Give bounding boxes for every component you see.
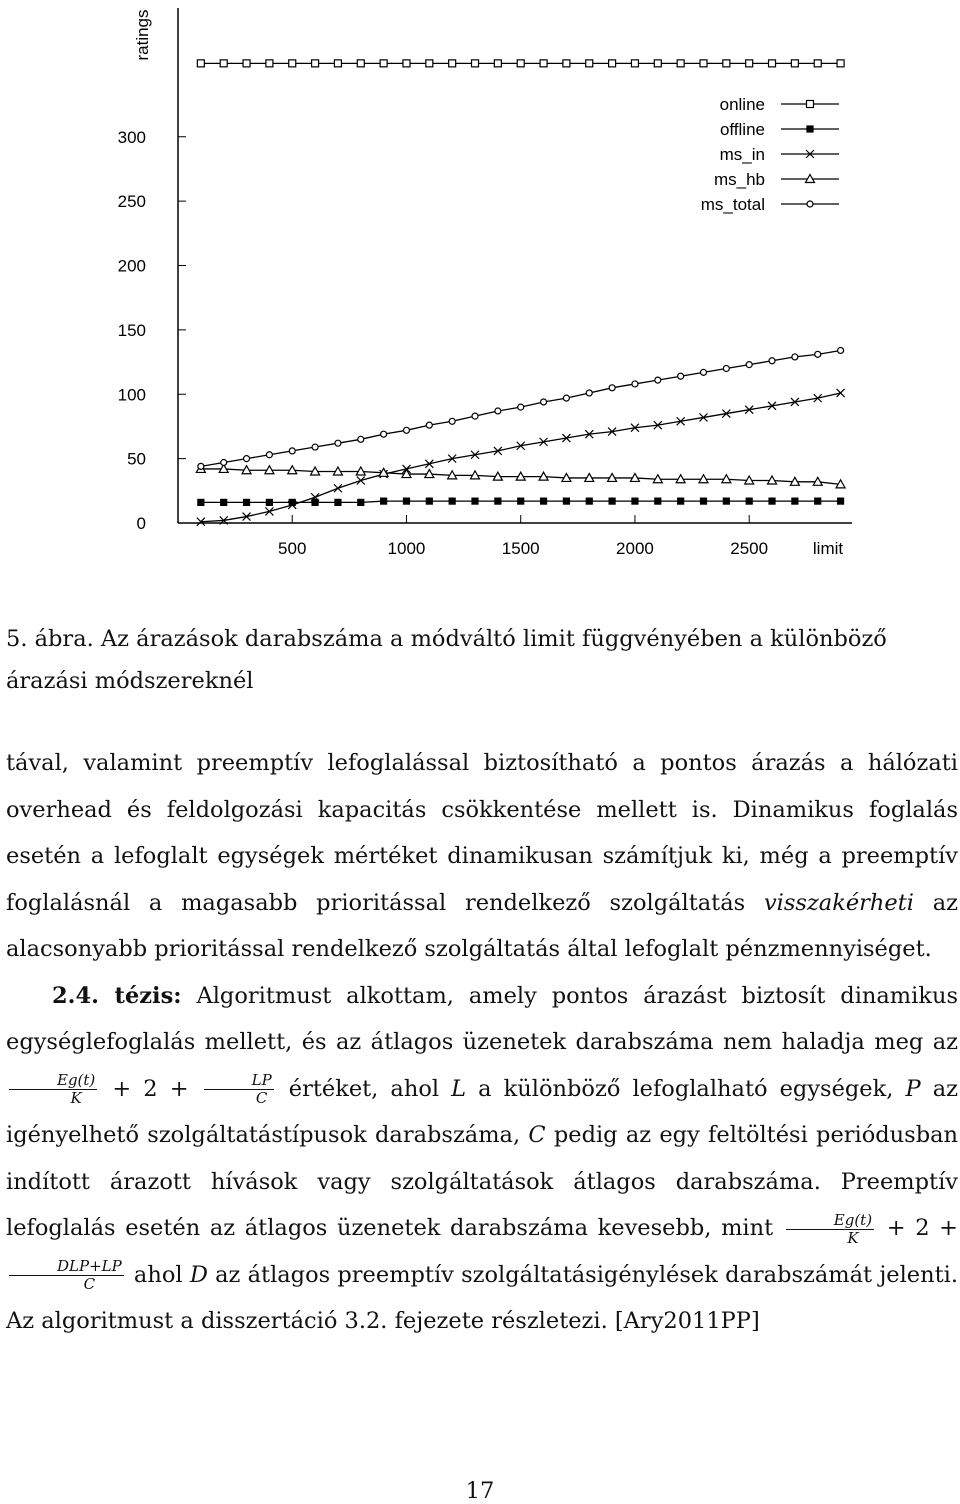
legend-entry (701, 195, 839, 214)
thesis-text-d: az igényelhető szolgáltatástípusok darabszáma, (6, 1075, 958, 1148)
data-point-circle (221, 459, 227, 465)
data-point-circle (495, 408, 501, 414)
data-point-circle (312, 444, 318, 450)
data-point-filled-square (792, 498, 798, 504)
data-point-circle (792, 354, 798, 360)
legend-label: ms_total (700, 195, 765, 214)
paragraph-1-text: tával, valamint preemptív lefoglalással biztosítható a pontos árazás a hálózati overhead és feldolgozási kapacitás csökkentése mellett is. Dinamikus foglalás esetén a lefoglalt egységek mértéket dinamikusan számítjuk ki, még a preemptív foglalásnál a magasabb prioritással rendelkező szolgáltatás (6, 750, 958, 916)
data-point-square (312, 60, 319, 67)
data-point-square (449, 60, 456, 67)
data-point-filled-square (426, 498, 432, 504)
data-point-circle (518, 404, 524, 410)
data-point-circle (807, 201, 813, 207)
data-point-circle (541, 399, 547, 405)
thesis-text-a: Algoritmust alkottam, amely pontos árazást biztosít dinamikus egységlefoglalás mellett, és az átlagos üzenetek darabszáma nem haladja meg az (6, 982, 958, 1055)
data-point-square (494, 60, 501, 67)
legend-entry (720, 95, 839, 114)
x-axis-label: limit (812, 539, 844, 558)
data-point-square (220, 60, 227, 67)
data-point-circle (358, 436, 364, 442)
data-point-circle (655, 377, 661, 383)
data-point-filled-square (358, 499, 364, 505)
data-point-square (540, 60, 547, 67)
legend (701, 95, 839, 214)
data-point-square (837, 60, 844, 67)
y-axis-label: ratings (133, 9, 152, 61)
x-tick-label: 2500 (730, 539, 769, 558)
data-point-circle (335, 440, 341, 446)
data-point-circle (244, 456, 250, 462)
data-point-square (677, 60, 684, 67)
data-point-square (472, 60, 479, 67)
data-point-square (334, 60, 341, 67)
data-point-filled-square (678, 498, 684, 504)
data-point-circle (838, 347, 844, 353)
data-point-square (609, 60, 616, 67)
data-point-filled-square (495, 498, 501, 504)
x-tick-label: 1500 (501, 539, 540, 558)
variable-c: C (528, 1122, 546, 1148)
data-point-filled-square (335, 499, 341, 505)
data-point-circle (563, 395, 569, 401)
data-point-square (357, 60, 364, 67)
formula-fraction-4 (9, 1258, 124, 1293)
data-point-square (723, 60, 730, 67)
data-point-square (631, 60, 638, 67)
data-point-filled-square (312, 499, 318, 505)
data-point-filled-square (586, 498, 592, 504)
thesis-text-g: az átlagos preemptív szolgáltatásigénylések darabszámát jelenti. Az algoritmust a disszertáció 3.2. fejezete részletezi. [Ary2011PP] (6, 1261, 958, 1334)
data-point-filled-square (723, 498, 729, 504)
data-point-filled-square (838, 498, 844, 504)
data-point-square (746, 60, 753, 67)
legend-entry (720, 120, 839, 139)
data-point-x (334, 484, 342, 492)
data-point-circle (289, 448, 295, 454)
formula-operator: + 2 + (100, 1075, 201, 1102)
y-tick-label: 200 (117, 256, 146, 276)
data-point-circle (700, 369, 706, 375)
figure-caption: 5. ábra. Az árazások darabszáma a módváltó limit függvényében a különböző árazási módszereknél (6, 626, 887, 694)
data-point-circle (381, 431, 387, 437)
data-point-filled-square (518, 498, 524, 504)
paragraph-1-end: az alacsonyabb prioritással rendelkező szolgáltatás által lefoglalt pénzmennyiséget. (6, 889, 959, 962)
page-number: 17 (465, 1478, 495, 1504)
data-point-filled-square (632, 498, 638, 504)
data-point-filled-square (807, 126, 813, 132)
legend-label: offline (719, 120, 765, 139)
data-point-x (357, 477, 365, 485)
fraction-numerator: Eg(t) (786, 1212, 874, 1230)
data-point-filled-square (563, 498, 569, 504)
formula-fraction-1 (9, 1072, 97, 1107)
thesis-text-b: értéket, ahol (276, 1075, 452, 1102)
data-point-filled-square (221, 499, 227, 505)
x-tick-label: 2000 (616, 539, 654, 558)
thesis-paragraph (6, 973, 958, 1345)
y-tick-label: 50 (127, 449, 146, 469)
data-point-square (586, 60, 593, 67)
data-point-circle (403, 427, 409, 433)
legend-label: ms_hb (713, 170, 765, 189)
data-point-filled-square (609, 498, 615, 504)
data-point-square (289, 60, 296, 67)
italic-term: visszakérheti (763, 889, 914, 916)
data-point-circle (426, 422, 432, 428)
formula-operator: + 2 + (877, 1215, 959, 1241)
data-point-circle (632, 381, 638, 387)
data-point-filled-square (403, 498, 409, 504)
y-tick-label: 0 (136, 514, 146, 533)
data-point-filled-square (815, 498, 821, 504)
x-tick-label: 500 (278, 539, 307, 558)
data-point-circle (266, 452, 272, 458)
data-point-square (700, 60, 707, 67)
data-point-filled-square (198, 499, 204, 505)
ratings-line-chart (0, 0, 960, 600)
data-point-circle (678, 373, 684, 379)
data-point-filled-square (769, 498, 775, 504)
formula-fraction-2 (204, 1072, 274, 1107)
variable-l: L (451, 1075, 467, 1102)
data-point-circle (609, 385, 615, 391)
data-point-square (266, 60, 273, 67)
data-point-square (654, 60, 661, 67)
data-point-square (426, 60, 433, 67)
data-point-square (197, 60, 204, 67)
fraction-denominator: K (70, 1089, 82, 1107)
data-point-square (380, 60, 387, 67)
series-ms-total (198, 347, 844, 469)
data-point-square (807, 101, 814, 108)
data-point-filled-square (449, 498, 455, 504)
y-tick-label: 250 (117, 192, 146, 212)
variable-d: D (189, 1261, 208, 1288)
data-point-circle (746, 362, 752, 368)
plot-frame (178, 8, 852, 523)
data-point-filled-square (244, 499, 250, 505)
data-point-filled-square (266, 499, 272, 505)
data-point-circle (472, 413, 478, 419)
data-point-square (517, 60, 524, 67)
series-online (197, 60, 844, 67)
data-point-circle (815, 351, 821, 357)
legend-label: online (719, 95, 765, 114)
data-point-circle (198, 463, 204, 469)
data-point-square (769, 60, 776, 67)
data-point-square (814, 60, 821, 67)
y-tick-label: 300 (117, 127, 146, 147)
data-point-filled-square (655, 498, 661, 504)
paragraph-1 (6, 740, 958, 973)
thesis-text-c: a különböző lefoglalható egységek, (466, 1075, 906, 1102)
data-point-circle (449, 418, 455, 424)
data-point-filled-square (700, 498, 706, 504)
data-point-square (243, 60, 250, 67)
fraction-denominator: K (847, 1228, 859, 1247)
fraction-denominator: C (255, 1089, 268, 1107)
body-text (6, 740, 958, 1345)
data-point-filled-square (472, 498, 478, 504)
formula-fraction-3 (786, 1212, 874, 1247)
data-point-filled-square (541, 498, 547, 504)
fraction-numerator: Eg(t) (9, 1072, 97, 1090)
data-point-square (791, 60, 798, 67)
y-tick-label: 100 (117, 385, 146, 405)
thesis-text-f: ahol (126, 1261, 190, 1288)
x-tick-label: 1000 (387, 539, 426, 558)
y-tick-label: 150 (117, 320, 146, 340)
data-point-circle (723, 366, 729, 372)
data-point-filled-square (746, 498, 752, 504)
data-point-circle (586, 390, 592, 396)
data-point-filled-square (381, 498, 387, 504)
fraction-numerator: DLP+LP (9, 1258, 124, 1276)
data-point-square (563, 60, 570, 67)
data-point-circle (769, 358, 775, 364)
thesis-text-e: pedig az egy feltöltési periódusban indított árazott hívások vagy szolgáltatások átlagos darabszáma. Preemptív lefoglalás esetén az átlagos üzenetek darabszáma kevesebb, mint (6, 1122, 959, 1241)
series-ms-hb (196, 464, 845, 487)
data-point-square (403, 60, 410, 67)
fraction-denominator: C (83, 1275, 96, 1293)
variable-p: P (905, 1075, 921, 1102)
legend-label: ms_in (719, 145, 765, 164)
legend-entry (720, 145, 839, 164)
thesis-label: 2.4. tézis: (52, 982, 182, 1009)
fraction-numerator: LP (204, 1072, 274, 1090)
legend-entry (714, 170, 839, 189)
